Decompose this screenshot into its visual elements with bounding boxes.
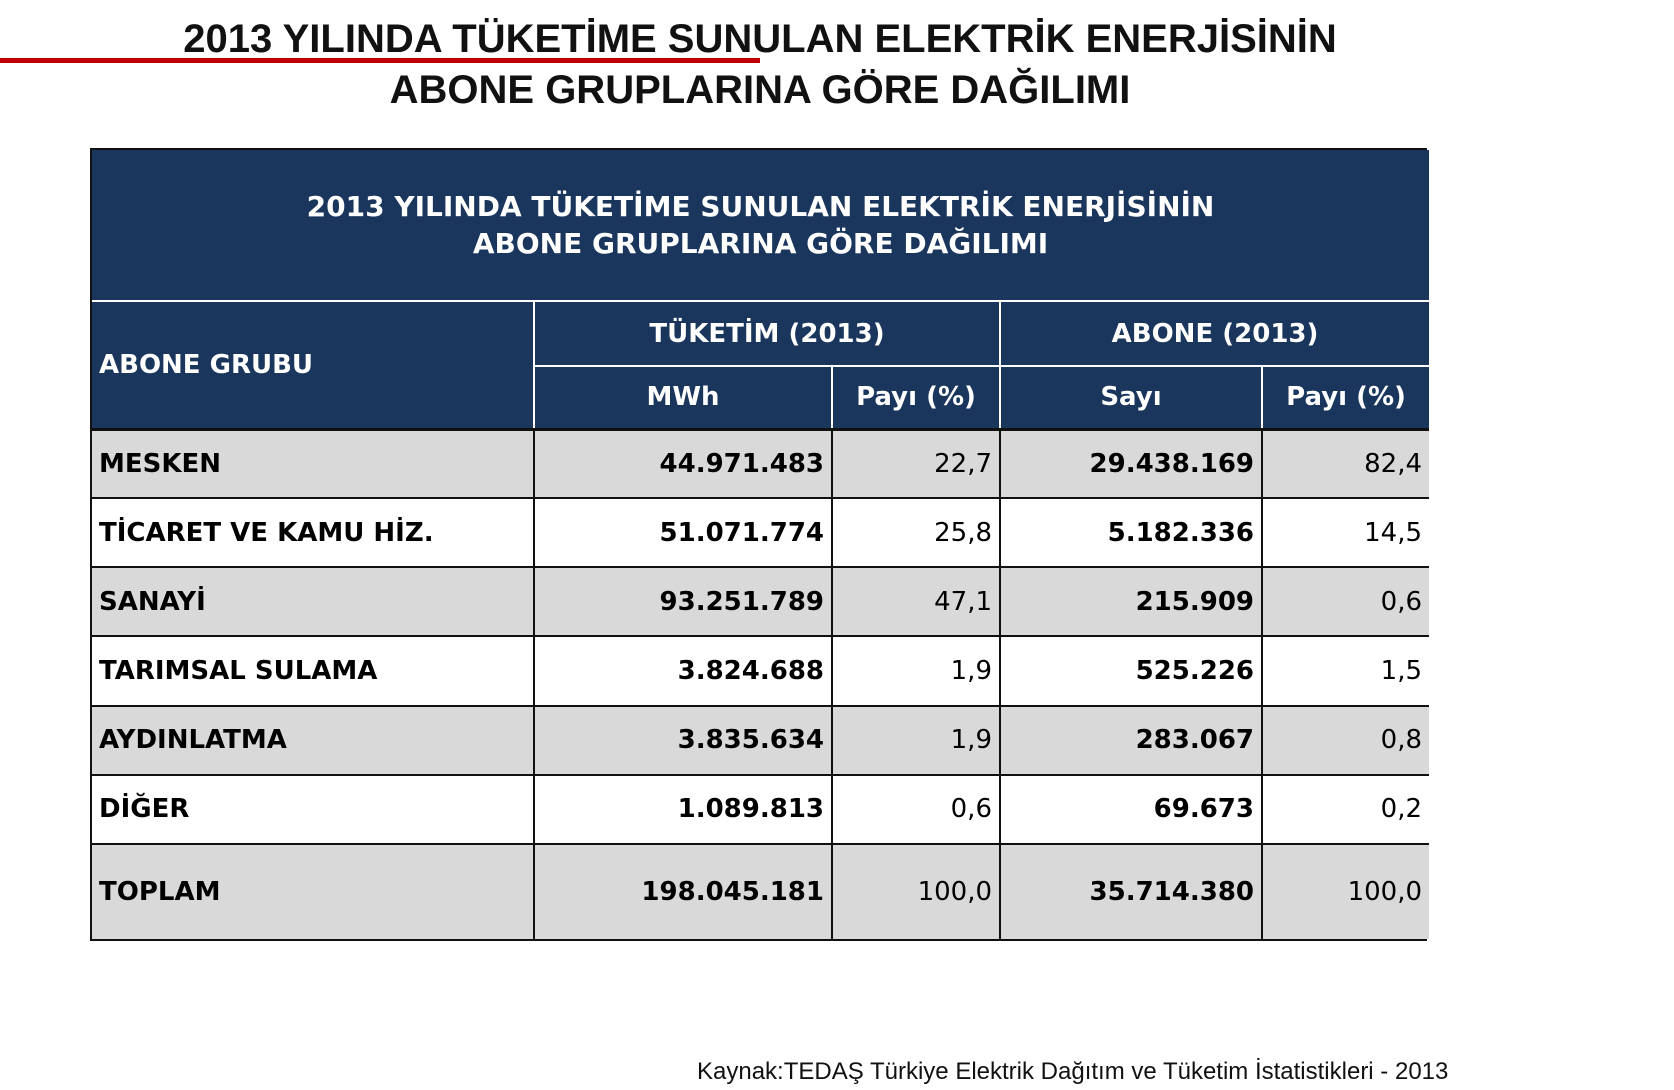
row-count: 29.438.169 (1000, 429, 1262, 498)
row-count-share: 0,8 (1262, 706, 1429, 775)
table-row (92, 429, 1429, 498)
row-count-share: 14,5 (1262, 498, 1429, 567)
row-count: 69.673 (1000, 775, 1262, 844)
header-subscriber-group: ABONE GRUBU (92, 301, 534, 429)
row-count: 5.182.336 (1000, 498, 1262, 567)
table-row (92, 567, 1429, 636)
row-group: TARIMSAL SULAMA (92, 636, 534, 705)
row-mwh: 44.971.483 (534, 429, 832, 498)
row-group: AYDINLATMA (92, 706, 534, 775)
row-mwh-share: 1,9 (832, 706, 1000, 775)
table-title-line-1: 2013 YILINDA TÜKETİME SUNULAN ELEKTRİK ENERJİSİNİN (306, 190, 1215, 223)
row-mwh: 3.824.688 (534, 636, 832, 705)
row-count: 283.067 (1000, 706, 1262, 775)
header-subscriber-share: Payı (%) (1262, 366, 1429, 429)
row-group: TOPLAM (92, 844, 534, 939)
header-subscribers: ABONE (2013) (1000, 301, 1429, 366)
table-row (92, 775, 1429, 844)
row-group: TİCARET VE KAMU HİZ. (92, 498, 534, 567)
row-mwh: 3.835.634 (534, 706, 832, 775)
row-mwh-share: 47,1 (832, 567, 1000, 636)
row-group: DİĞER (92, 775, 534, 844)
row-count: 215.909 (1000, 567, 1262, 636)
row-group: MESKEN (92, 429, 534, 498)
row-count-share: 1,5 (1262, 636, 1429, 705)
table-title-line-2: ABONE GRUPLARINA GÖRE DAĞILIMI (472, 227, 1049, 260)
row-mwh: 51.071.774 (534, 498, 832, 567)
row-group: SANAYİ (92, 567, 534, 636)
row-count-share: 100,0 (1262, 844, 1429, 939)
row-count: 525.226 (1000, 636, 1262, 705)
header-mwh: MWh (534, 366, 832, 429)
page-title (0, 14, 1520, 116)
row-mwh: 93.251.789 (534, 567, 832, 636)
row-mwh-share: 22,7 (832, 429, 1000, 498)
page-title-line-2: ABONE GRUPLARINA GÖRE DAĞILIMI (389, 68, 1131, 112)
header-count: Sayı (1000, 366, 1262, 429)
row-count-share: 82,4 (1262, 429, 1429, 498)
table-row (92, 636, 1429, 705)
row-count-share: 0,6 (1262, 567, 1429, 636)
distribution-table (90, 148, 1427, 941)
table-row (92, 706, 1429, 775)
header-consumption-share: Payı (%) (832, 366, 1000, 429)
row-mwh-share: 0,6 (832, 775, 1000, 844)
table-row-total (92, 844, 1429, 939)
row-mwh-share: 25,8 (832, 498, 1000, 567)
row-count-share: 0,2 (1262, 775, 1429, 844)
row-count: 35.714.380 (1000, 844, 1262, 939)
table-title (92, 150, 1429, 301)
page-title-line-1: 2013 YILINDA TÜKETİME SUNULAN ELEKTRİK ENERJİSİNİN (183, 17, 1337, 61)
row-mwh-share: 100,0 (832, 844, 1000, 939)
row-mwh: 1.089.813 (534, 775, 832, 844)
row-mwh-share: 1,9 (832, 636, 1000, 705)
table-row (92, 498, 1429, 567)
row-mwh: 198.045.181 (534, 844, 832, 939)
header-consumption: TÜKETİM (2013) (534, 301, 1000, 366)
source-note: Kaynak:TEDAŞ Türkiye Elektrik Dağıtım ve Tüketim İstatistikleri - 2013 (697, 1058, 1449, 1085)
